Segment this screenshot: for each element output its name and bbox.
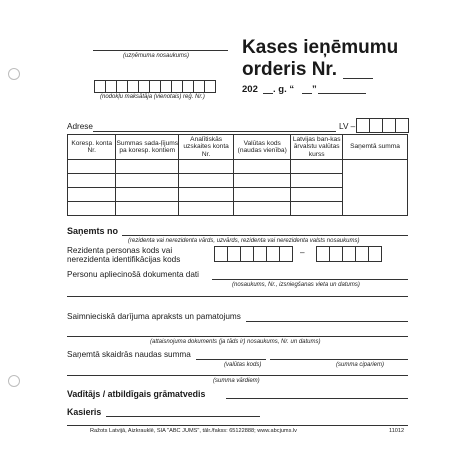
title-line-1: Kases ieņēmumu	[242, 37, 399, 58]
table-cell[interactable]	[68, 160, 116, 174]
received-from-caption: (rezidenta vai nerezidenta vārds, uzvārds, rezidenta vai nerezidenta valsts nosaukums)	[128, 238, 360, 244]
transaction-line[interactable]	[246, 321, 408, 322]
amount-digits-caption: (summa cipariem)	[336, 362, 385, 368]
table-cell[interactable]	[234, 174, 291, 188]
id-doc-line-2[interactable]	[67, 296, 408, 297]
table-header-row	[68, 135, 408, 160]
currency-caption: (valūtas kods)	[224, 362, 262, 368]
header-koresp-konts: Koresp. konta Nr.	[68, 135, 116, 160]
currency-code-line[interactable]	[196, 359, 266, 360]
received-from-label: Saņemts no	[67, 226, 119, 236]
lv-label: LV –	[339, 122, 356, 131]
id-box[interactable]	[214, 246, 228, 262]
table-cell[interactable]	[68, 202, 116, 216]
postal-box[interactable]	[369, 118, 383, 133]
date-quote-close: ”	[312, 84, 317, 95]
table-cell[interactable]	[343, 160, 408, 216]
table-cell[interactable]	[179, 160, 234, 174]
order-number-line[interactable]	[343, 78, 373, 79]
id-box[interactable]	[329, 246, 343, 262]
date-year-line[interactable]	[263, 93, 273, 94]
table-cell[interactable]	[116, 202, 179, 216]
amount-words-line[interactable]	[67, 375, 408, 376]
company-caption: (uzņēmuma nosaukums)	[123, 53, 190, 59]
id-doc-label: Personu apliecinošā dokumenta dati	[67, 270, 199, 279]
table-cell[interactable]	[291, 188, 343, 202]
id-dash: –	[300, 248, 305, 257]
form-code: 11012	[389, 428, 405, 434]
amount-words-caption: (summa vārdiem)	[213, 378, 260, 384]
id-code-label-2: nerezidenta identifikācijas kods	[67, 255, 181, 264]
table-row[interactable]	[68, 160, 408, 174]
transaction-line-2[interactable]	[67, 336, 408, 337]
date-day-line[interactable]	[302, 93, 312, 94]
table-cell[interactable]	[179, 188, 234, 202]
id-doc-line[interactable]	[212, 279, 408, 280]
header-sanemta-summa: Saņemtā summa	[343, 135, 408, 160]
manager-signature-line[interactable]	[226, 398, 408, 399]
id-box[interactable]	[316, 246, 330, 262]
id-box[interactable]	[279, 246, 293, 262]
footer-text: Ražots Latvijā, Aizkrauklē, SIA "ABC JUMS", tālr./fakss: 65122888; www.abcjums.lv	[90, 428, 297, 434]
date-year-suffix: . g. “	[273, 84, 295, 95]
received-from-line[interactable]	[122, 235, 408, 236]
id-box[interactable]	[368, 246, 382, 262]
header-valutas-kurss: Latvijas ban-kas ārvalstu valūtas kurss	[291, 135, 343, 160]
transaction-label: Saimnieciskā darījuma apraksts un pamatojums	[67, 312, 241, 321]
id-box[interactable]	[240, 246, 254, 262]
table-cell[interactable]	[68, 174, 116, 188]
binder-hole-bottom	[8, 375, 20, 387]
id-doc-caption: (nosaukums, Nr., izsniegšanas vieta un datums)	[232, 282, 360, 288]
transaction-caption: (attaisnojuma dokuments (ja tāds ir) nosaukums, Nr. un datums)	[150, 339, 321, 345]
cashier-label: Kasieris	[67, 407, 102, 417]
id-box[interactable]	[355, 246, 369, 262]
table-cell[interactable]	[116, 174, 179, 188]
date-month-line[interactable]	[318, 93, 366, 94]
table-cell[interactable]	[291, 174, 343, 188]
binder-hole-top	[8, 68, 20, 80]
amount-label: Saņemtā skaidrās naudas summa	[67, 350, 191, 359]
header-analitiskas-konts: Analītiskās uzskaites konta Nr.	[179, 135, 234, 160]
postal-box[interactable]	[356, 118, 370, 133]
title-line-2: orderis Nr.	[242, 59, 338, 80]
id-box[interactable]	[266, 246, 280, 262]
cashier-signature-line[interactable]	[106, 416, 260, 417]
table-cell[interactable]	[179, 174, 234, 188]
address-label: Adrese	[67, 122, 93, 131]
table-cell[interactable]	[291, 202, 343, 216]
table-cell[interactable]	[234, 160, 291, 174]
address-line[interactable]	[93, 131, 336, 132]
amount-digits-line[interactable]	[270, 359, 408, 360]
postal-box[interactable]	[395, 118, 409, 133]
manager-label: Vadītājs / atbildīgais grāmatvedis	[67, 389, 206, 399]
date-year-prefix: 202	[242, 84, 258, 95]
footer-divider	[67, 425, 408, 426]
table-cell[interactable]	[116, 188, 179, 202]
table-cell[interactable]	[291, 160, 343, 174]
table-cell[interactable]	[234, 188, 291, 202]
id-box[interactable]	[253, 246, 267, 262]
id-box[interactable]	[227, 246, 241, 262]
table-cell[interactable]	[234, 202, 291, 216]
postal-box[interactable]	[382, 118, 396, 133]
table-cell[interactable]	[116, 160, 179, 174]
accounting-table	[67, 134, 408, 216]
table-cell[interactable]	[68, 188, 116, 202]
company-name-line[interactable]	[93, 50, 228, 51]
header-summas-sadalijums: Summas sada-ļījums pa koresp. kontiem	[116, 135, 179, 160]
header-valutas-kods: Valūtas kods (naudas vienība)	[234, 135, 291, 160]
reg-box[interactable]	[204, 80, 216, 93]
reg-caption: (nodokļu maksātāja (vienotais) reģ. Nr.)	[100, 94, 205, 100]
id-code-label-1: Rezidenta personas kods vai	[67, 246, 173, 255]
id-box[interactable]	[342, 246, 356, 262]
table-cell[interactable]	[179, 202, 234, 216]
